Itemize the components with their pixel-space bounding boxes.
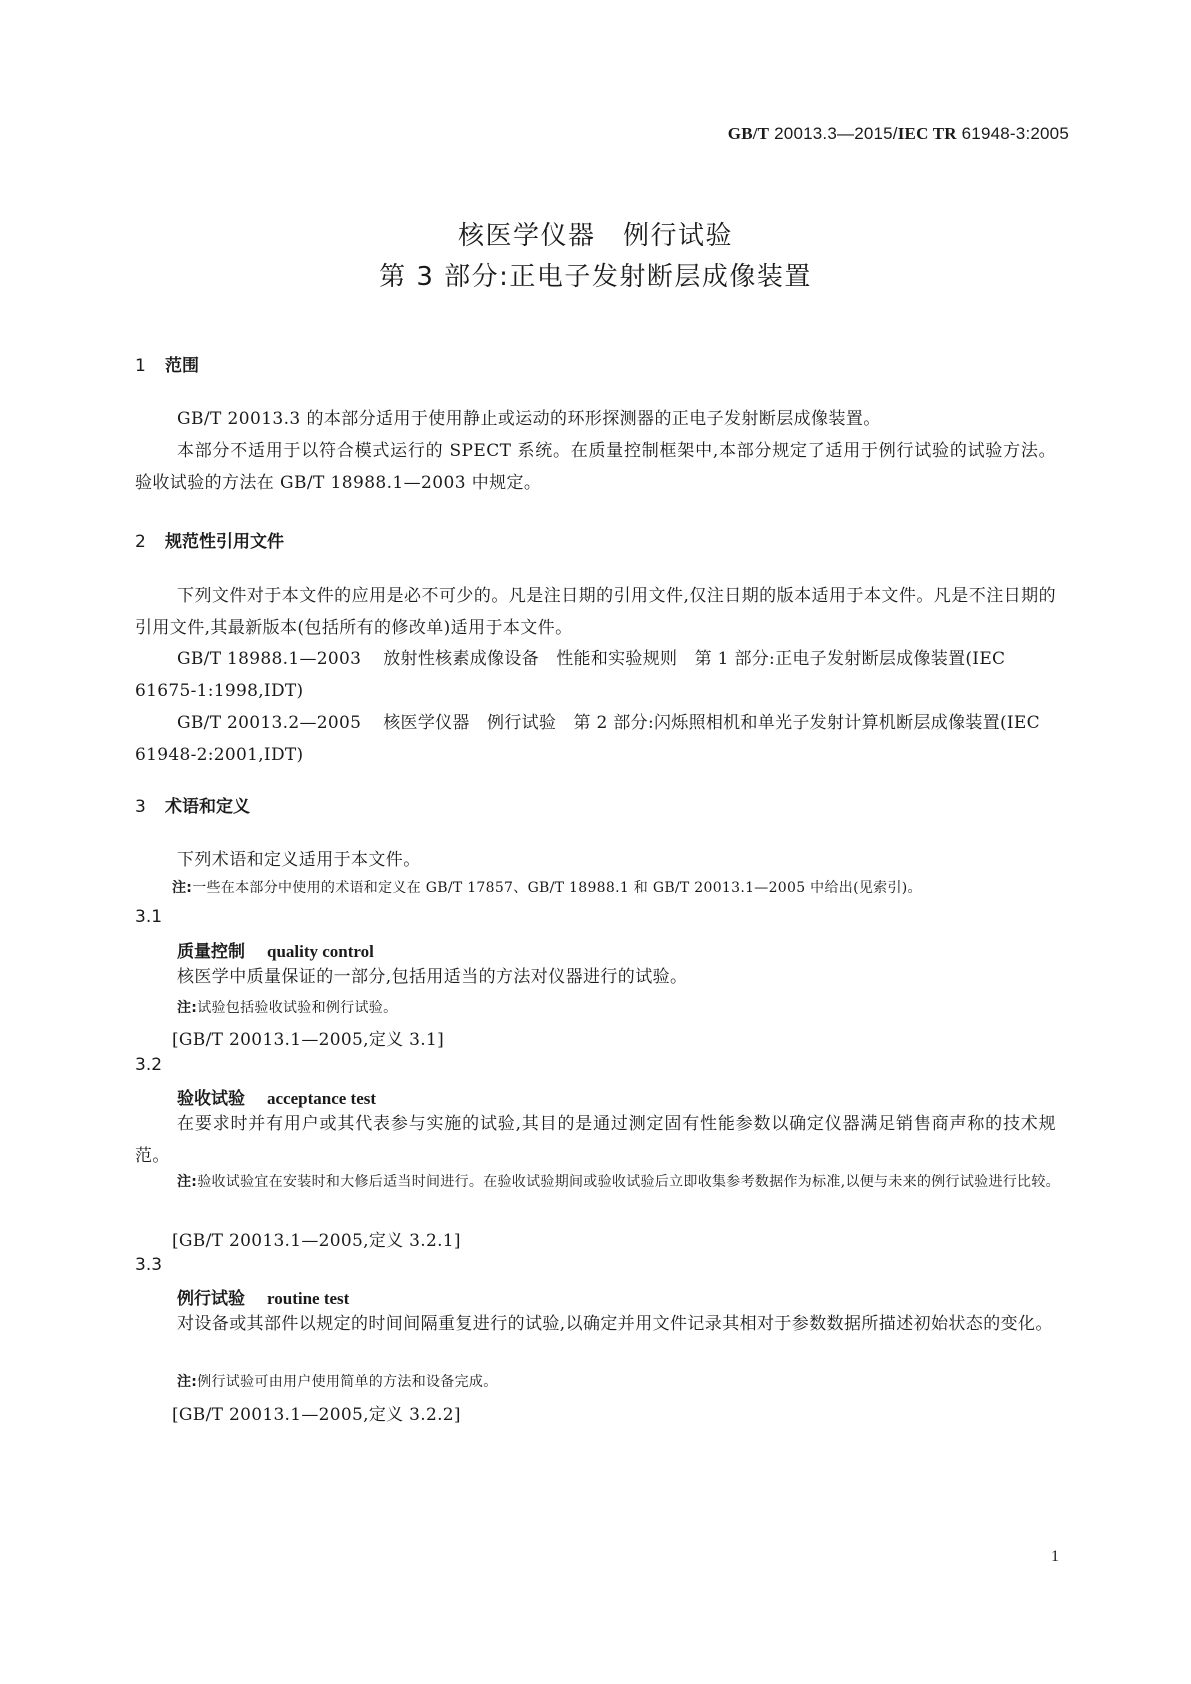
clause-3-2: 3.2 [135, 1055, 163, 1075]
section1-para1: GB/T 20013.3 的本部分适用于使用静止或运动的环形探测器的正电子发射断层成像装置。 [177, 409, 881, 429]
note-label: 注: [177, 1374, 198, 1390]
term-3-1-definition: 核医学中质量保证的一部分,包括用适当的方法对仪器进行的试验。 [177, 967, 688, 987]
note-text: 验收试验宜在安装时和大修后适当时间进行。在验收试验期间或验收试验后立即收集参考数据作为标准,以便与未来的例行试验进行比较。 [197, 1174, 1060, 1190]
reference-1-text: 放射性核素成像设备 性能和实验规则 第 1 部分:正电子发射断层成像装置(IEC 61675-1:1998,IDT) [135, 649, 1006, 701]
term-3-3-en: routine test [267, 1289, 350, 1308]
standard-code [728, 124, 1069, 144]
code-iec: IEC TR [897, 124, 957, 143]
section3-title: 术语和定义 [165, 797, 250, 817]
term-3-1 [177, 937, 374, 962]
term-3-1-note [177, 994, 1057, 1022]
clause-3-3: 3.3 [135, 1255, 163, 1275]
term-3-3-zh: 例行试验 [177, 1289, 245, 1309]
section2-title: 规范性引用文件 [165, 532, 284, 552]
note-text: 试验包括验收试验和例行试验。 [197, 1000, 398, 1016]
reference-2-text: 核医学仪器 例行试验 第 2 部分:闪烁照相机和单光子发射计算机断层成像装置(IEC 61948-2:2001,IDT) [135, 713, 1040, 765]
section3-para1: 下列术语和定义适用于本文件。 [177, 850, 421, 870]
term-3-1-source: [GB/T 20013.1—2005,定义 3.1] [172, 1030, 445, 1050]
term-3-3 [177, 1284, 349, 1309]
reference-1-code: GB/T 18988.1—2003 [177, 649, 362, 669]
term-3-2-definition: 在要求时并有用户或其代表参与实施的试验,其目的是通过测定固有性能参数以确定仪器满足销售商声称的技术规范。 [135, 1114, 1056, 1166]
clause-3-1: 3.1 [135, 907, 163, 927]
section1-heading [135, 351, 199, 376]
section3-number: 3 [135, 797, 146, 817]
title-line2: 第 3 部分:正电子发射断层成像装置 [379, 262, 812, 292]
term-3-1-en: quality control [267, 942, 374, 961]
page-number: 1 [1051, 1548, 1059, 1565]
term-3-1-zh: 质量控制 [177, 942, 245, 962]
code-gbt: GB/T [727, 124, 770, 143]
note-label: 注: [172, 880, 193, 896]
note-text: 例行试验可由用户使用简单的方法和设备完成。 [197, 1374, 498, 1390]
section1-title: 范围 [165, 356, 199, 376]
section3-note [172, 874, 1052, 902]
note-label: 注: [177, 1174, 198, 1190]
note-label: 注: [177, 1000, 198, 1016]
section3-heading [135, 792, 250, 817]
term-3-2 [177, 1084, 376, 1109]
term-3-3-definition: 对设备或其部件以规定的时间间隔重复进行的试验,以确定并用文件记录其相对于参数数据所描述初始状态的变化。 [177, 1314, 1053, 1334]
section1-number: 1 [135, 356, 146, 376]
term-3-3-source: [GB/T 20013.1—2005,定义 3.2.2] [172, 1405, 461, 1425]
reference-2-code: GB/T 20013.2—2005 [177, 713, 362, 733]
term-3-2-en: acceptance test [267, 1089, 377, 1108]
term-3-2-source: [GB/T 20013.1—2005,定义 3.2.1] [172, 1231, 461, 1251]
reference-1 [135, 643, 1056, 707]
section1-para2: 本部分不适用于以符合模式运行的 SPECT 系统。在质量控制框架中,本部分规定了适用于例行试验的试验方法。验收试验的方法在 GB/T 18988.1—2003 中规定。 [135, 441, 1056, 493]
code-number: 20013.3—2015/ [769, 124, 898, 143]
reference-2 [135, 707, 1056, 771]
code-iec-number: 61948-3:2005 [956, 124, 1069, 143]
term-3-2-note [177, 1168, 1063, 1196]
title-line1: 核医学仪器 例行试验 [457, 221, 733, 251]
term-3-2-zh: 验收试验 [177, 1089, 245, 1109]
section2-number: 2 [135, 532, 146, 552]
section2-para1: 下列文件对于本文件的应用是必不可少的。凡是注日期的引用文件,仅注日期的版本适用于本文件。凡是不注日期的引用文件,其最新版本(包括所有的修改单)适用于本文件。 [135, 586, 1056, 638]
note-text: 一些在本部分中使用的术语和定义在 GB/T 17857、GB/T 18988.1 和 GB/T 20013.1—2005 中给出(见索引)。 [192, 880, 922, 896]
term-3-3-note [177, 1368, 1057, 1396]
section2-heading [135, 527, 284, 552]
